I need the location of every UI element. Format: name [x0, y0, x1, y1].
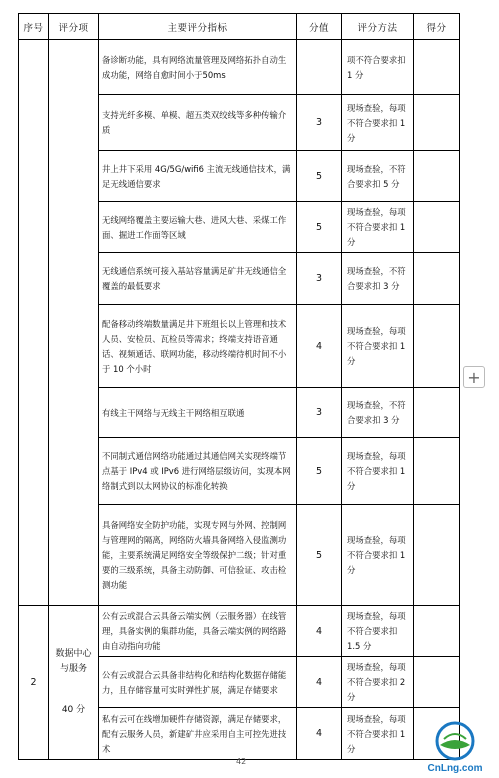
indicator-cell: 备诊断功能，具有网络流量管理及网络拓扑自动生成功能，网络自愈时间小于50ms [99, 40, 297, 95]
watermark-logo [412, 715, 498, 777]
header-item: 评分项 [49, 14, 99, 40]
score-cell: 5 [297, 438, 342, 505]
add-button[interactable]: + [463, 366, 485, 388]
result-cell [414, 202, 460, 253]
table-header-row [19, 14, 460, 40]
result-cell [414, 438, 460, 505]
result-cell [414, 253, 460, 305]
score-cell: 5 [297, 505, 342, 606]
indicator-cell: 具备网络安全防护功能，实现专网与外网、控制网与管理网的隔离，网络防火墙具备网络入侵监测功能，主要系统满足网络安全等级保护二级；针对重要的三级系统，具备主动防御、可信验证、攻击检测功能 [99, 505, 297, 606]
method-cell: 现场查验，每项不符合要求扣 1 分 [342, 438, 414, 505]
score-cell: 4 [297, 657, 342, 708]
indicator-cell: 不同制式通信网络功能通过其通信网关实现终端节点基于 IPv4 或 IPv6 进行网络层级访问，实现本网络制式到以太网协议的标准化转换 [99, 438, 297, 505]
index-cell-1 [19, 40, 49, 606]
method-cell: 现场查验，不符合要求扣 3 分 [342, 388, 414, 438]
section-points: 40 分 [61, 705, 86, 715]
indicator-cell: 公有云或混合云具备非结构化和结构化数据存储能力，且存储容量可实时弹性扩展，满足存储要求 [99, 657, 297, 708]
indicator-cell: 无线网络覆盖主要运输大巷、进风大巷、采煤工作面、掘进工作面等区域 [99, 202, 297, 253]
method-cell: 现场查验，每项不符合要求扣 1 分 [342, 305, 414, 388]
section-name: 数据中心与服务 [55, 649, 92, 674]
svg-text:CnLng.com: CnLng.com [427, 763, 483, 774]
result-cell [414, 606, 460, 657]
score-cell: 3 [297, 253, 342, 305]
result-cell [414, 657, 460, 708]
indicator-cell: 配备移动终端数量满足井下班组长以上管理和技术人员、安检员、瓦检员等需求；终端支持语音通话、视频通话、联网功能，移动终端待机时间不小于 10 个小时 [99, 305, 297, 388]
table-row [19, 606, 460, 657]
result-cell [414, 505, 460, 606]
section-name-cell [49, 606, 99, 760]
section-number: 2 [19, 606, 49, 760]
method-cell: 项不符合要求扣 1 分 [342, 40, 414, 95]
result-cell [414, 305, 460, 388]
indicator-cell: 私有云可在线增加硬件存储资源，满足存储要求，配有云服务人员，新建矿井应采用自主可控先进技术 [99, 708, 297, 760]
score-cell: 5 [297, 202, 342, 253]
score-cell: 4 [297, 708, 342, 760]
scoring-table [18, 13, 460, 760]
table-row [19, 40, 460, 95]
indicator-cell: 支持光纤多模、单模、超五类双绞线等多种传输介质 [99, 95, 297, 151]
score-cell [297, 40, 342, 95]
header-index: 序号 [19, 14, 49, 40]
score-cell: 3 [297, 388, 342, 438]
indicator-cell: 井上井下采用 4G/5G/wifi6 主流无线通信技术，满足无线通信要求 [99, 151, 297, 202]
indicator-cell: 公有云或混合云具备云端实例（云服务器）在线管理，具备实例的集群功能，具备云端实例的网络路由自动指向功能 [99, 606, 297, 657]
indicator-cell: 有线主干网络与无线主干网络相互联通 [99, 388, 297, 438]
method-cell: 现场查验，每项不符合要求扣 1.5 分 [342, 606, 414, 657]
result-cell [414, 151, 460, 202]
result-cell [414, 388, 460, 438]
result-cell [414, 40, 460, 95]
method-cell: 现场查验，每项不符合要求扣 1 分 [342, 505, 414, 606]
method-cell: 现场查验，每项不符合要求扣 1 分 [342, 708, 414, 760]
score-cell: 4 [297, 606, 342, 657]
item-cell-1 [49, 40, 99, 606]
header-indicator: 主要评分指标 [99, 14, 297, 40]
header-result: 得分 [414, 14, 460, 40]
method-cell: 现场查验，每项不符合要求扣 1 分 [342, 95, 414, 151]
page-number: 42 [236, 757, 247, 766]
header-method: 评分方法 [342, 14, 414, 40]
method-cell: 现场查验，每项不符合要求扣 2 分 [342, 657, 414, 708]
score-cell: 3 [297, 95, 342, 151]
score-cell: 4 [297, 305, 342, 388]
method-cell: 现场查验，不符合要求扣 5 分 [342, 151, 414, 202]
header-score: 分值 [297, 14, 342, 40]
result-cell [414, 95, 460, 151]
indicator-cell: 无线通信系统可接入基站容量满足矿井无线通信全覆盖的最低要求 [99, 253, 297, 305]
score-cell: 5 [297, 151, 342, 202]
method-cell: 现场查验，每项不符合要求扣 1 分 [342, 202, 414, 253]
method-cell: 现场查验，不符合要求扣 3 分 [342, 253, 414, 305]
